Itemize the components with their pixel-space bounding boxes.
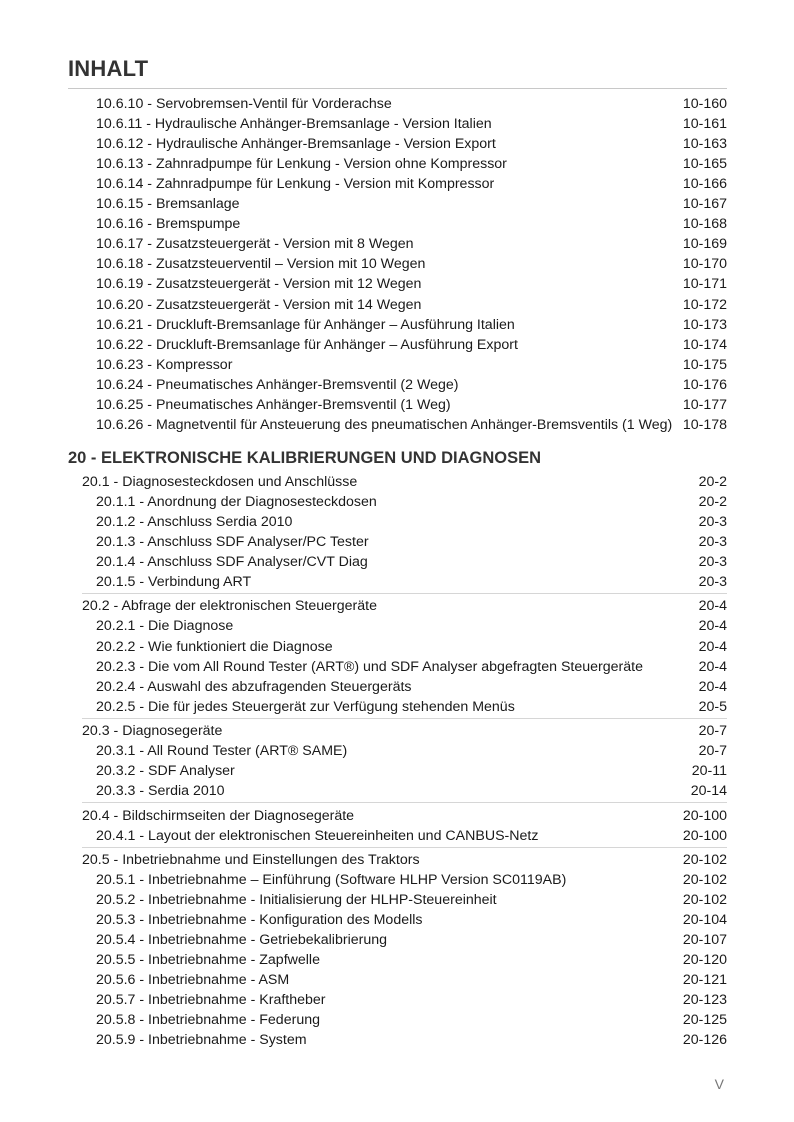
toc-entry-title: 10.6.21 - Druckluft-Bremsanlage für Anhänger – Ausführung Italien [96, 317, 515, 333]
section-divider [82, 802, 727, 803]
toc-entry-page: 10-163 [682, 136, 727, 152]
toc-entry[interactable] [96, 970, 727, 990]
toc-entry[interactable] [96, 194, 727, 214]
toc-entry-page: 20-2 [698, 494, 727, 510]
toc-entry-page: 10-160 [682, 96, 727, 112]
toc-entry-page: 10-167 [682, 196, 727, 212]
toc-entry[interactable] [96, 1010, 727, 1030]
toc-entry[interactable] [96, 741, 727, 761]
toc-entry-page: 20-121 [682, 972, 727, 988]
toc-entry-page: 20-4 [698, 598, 727, 614]
toc-entry[interactable] [96, 492, 727, 512]
toc-entry-title: 10.6.25 - Pneumatisches Anhänger-Bremsventil (1 Weg) [96, 397, 451, 413]
toc-entry[interactable] [96, 870, 727, 890]
toc-entry-page: 10-175 [682, 357, 727, 373]
toc-entry-title: 10.6.17 - Zusatzsteuergerät - Version mit 8 Wegen [96, 236, 414, 252]
toc-entry-page: 20-4 [698, 639, 727, 655]
toc-entry-page: 10-174 [682, 337, 727, 353]
toc-entry-page: 10-166 [682, 176, 727, 192]
toc-entry[interactable] [96, 637, 727, 657]
toc-section-entry[interactable] [82, 472, 727, 492]
toc-entry[interactable] [96, 214, 727, 234]
toc-entry-page: 10-165 [682, 156, 727, 172]
toc-entry-title: 10.6.24 - Pneumatisches Anhänger-Bremsventil (2 Wege) [96, 377, 459, 393]
toc-entry-page: 20-3 [698, 574, 727, 590]
toc-entry-page: 20-7 [698, 743, 727, 759]
toc-entry[interactable] [96, 355, 727, 375]
toc-entry-page: 20-107 [682, 932, 727, 948]
toc-entry-title: 20.1.1 - Anordnung der Diagnosesteckdosen [96, 494, 377, 510]
toc-entry-title: 10.6.12 - Hydraulische Anhänger-Bremsanlage - Version Export [96, 136, 496, 152]
toc-entry-title: 20.2.5 - Die für jedes Steuergerät zur Verfügung stehenden Menüs [96, 699, 515, 715]
toc-entry[interactable] [96, 274, 727, 294]
toc-entry[interactable] [96, 375, 727, 395]
toc-entry[interactable] [96, 910, 727, 930]
toc-entry-title: 20.5.7 - Inbetriebnahme - Kraftheber [96, 992, 326, 1008]
toc-section-entry[interactable] [82, 806, 727, 826]
toc-entry[interactable] [96, 1030, 727, 1050]
toc-entry[interactable] [96, 616, 727, 636]
toc-entry-title: 20.2.1 - Die Diagnose [96, 618, 234, 634]
toc-entry[interactable] [96, 94, 727, 114]
toc-entry[interactable] [96, 697, 727, 717]
page-number: V [714, 1076, 724, 1092]
toc-entry-title: 20.3 - Diagnosegeräte [82, 723, 223, 739]
toc-entry-title: 20.5.2 - Inbetriebnahme - Initialisierung der HLHP-Steuereinheit [96, 892, 497, 908]
toc-entry-title: 10.6.10 - Servobremsen-Ventil für Vorderachse [96, 96, 392, 112]
toc-entry[interactable] [96, 114, 727, 134]
toc-entry-title: 20.3.2 - SDF Analyser [96, 763, 235, 779]
toc-entry-title: 10.6.26 - Magnetventil für Ansteuerung des pneumatischen Anhänger-Bremsventils (1 Weg) [96, 417, 673, 433]
toc-entry[interactable] [96, 395, 727, 415]
toc-entry-title: 20.5.1 - Inbetriebnahme – Einführung (Software HLHP Version SC0119AB) [96, 872, 567, 888]
toc-entry-page: 20-126 [682, 1032, 727, 1048]
toc-entry[interactable] [96, 677, 727, 697]
toc-entry-title: 10.6.19 - Zusatzsteuergerät - Version mit 12 Wegen [96, 276, 422, 292]
toc-entry-page: 20-120 [682, 952, 727, 968]
toc-entry[interactable] [96, 295, 727, 315]
toc-entry-page: 20-104 [682, 912, 727, 928]
toc-entry-title: 20.2 - Abfrage der elektronischen Steuergeräte [82, 598, 377, 614]
toc-entry-page: 20-4 [698, 659, 727, 675]
toc-entry-page: 20-102 [682, 872, 727, 888]
toc-entry-page: 20-3 [698, 514, 727, 530]
toc-entry[interactable] [96, 335, 727, 355]
toc-entry[interactable] [96, 552, 727, 572]
toc-entry[interactable] [96, 930, 727, 950]
toc-section-entry[interactable] [82, 596, 727, 616]
toc-entry[interactable] [96, 415, 727, 435]
toc-entry-page: 20-102 [682, 852, 727, 868]
toc-entry-page: 20-100 [682, 828, 727, 844]
toc-entry-page: 20-14 [690, 783, 727, 799]
chapter-heading[interactable]: 20 - ELEKTRONISCHE KALIBRIERUNGEN UND DIAGNOSEN [68, 449, 542, 467]
toc-entry-title: 10.6.22 - Druckluft-Bremsanlage für Anhänger – Ausführung Export [96, 337, 518, 353]
toc-entry[interactable] [96, 234, 727, 254]
toc-entry-page: 10-177 [682, 397, 727, 413]
toc-entry-page: 20-123 [682, 992, 727, 1008]
toc-entry-title: 20.2.4 - Auswahl des abzufragenden Steuergeräts [96, 679, 412, 695]
toc-entry[interactable] [96, 254, 727, 274]
toc-entry[interactable] [96, 154, 727, 174]
toc-entry-page: 10-169 [682, 236, 727, 252]
toc-entry[interactable] [96, 174, 727, 194]
toc-entry-page: 20-2 [698, 474, 727, 490]
toc-entry[interactable] [96, 512, 727, 532]
toc-entry-title: 20.5.4 - Inbetriebnahme - Getriebekalibrierung [96, 932, 388, 948]
toc-entry[interactable] [96, 990, 727, 1010]
toc-entry-page: 10-173 [682, 317, 727, 333]
toc-entry-title: 20.5.3 - Inbetriebnahme - Konfiguration des Modells [96, 912, 423, 928]
toc-entry-title: 20.2.2 - Wie funktioniert die Diagnose [96, 639, 333, 655]
toc-entry-title: 10.6.14 - Zahnradpumpe für Lenkung - Version mit Kompressor [96, 176, 495, 192]
toc-entry-title: 20.1.3 - Anschluss SDF Analyser/PC Tester [96, 534, 369, 550]
toc-entry-title: 10.6.11 - Hydraulische Anhänger-Bremsanlage - Version Italien [96, 116, 492, 132]
toc-entry-title: 20.5.9 - Inbetriebnahme - System [96, 1032, 307, 1048]
toc-entry-page: 20-3 [698, 534, 727, 550]
toc-entry[interactable] [96, 532, 727, 552]
toc-entry[interactable] [96, 950, 727, 970]
toc-entry-page: 20-4 [698, 679, 727, 695]
toc-entry[interactable] [96, 781, 727, 801]
title-divider [68, 88, 727, 89]
toc-entry-page: 20-11 [691, 763, 727, 779]
toc-entry-title: 10.6.16 - Bremspumpe [96, 216, 241, 232]
toc-entry-title: 20.4 - Bildschirmseiten der Diagnosegeräte [82, 808, 355, 824]
toc-entry-title: 20.1.5 - Verbindung ART [96, 574, 252, 590]
toc-entry-page: 20-100 [682, 808, 727, 824]
toc-entry-title: 20.3.3 - Serdia 2010 [96, 783, 225, 799]
toc-entry-title: 20.5.6 - Inbetriebnahme - ASM [96, 972, 290, 988]
toc-entry-page: 10-170 [682, 256, 727, 272]
toc-entry-page: 20-7 [698, 723, 727, 739]
toc-entry-title: 20.5.5 - Inbetriebnahme - Zapfwelle [96, 952, 320, 968]
page-title: INHALT [68, 56, 149, 81]
section-divider [82, 718, 727, 719]
toc-entry-title: 10.6.15 - Bremsanlage [96, 196, 240, 212]
toc-entry-title: 20.3.1 - All Round Tester (ART® SAME) [96, 743, 348, 759]
toc-section-entry[interactable] [82, 721, 727, 741]
toc-entry-title: 10.6.13 - Zahnradpumpe für Lenkung - Version ohne Kompressor [96, 156, 507, 172]
toc-entry-page: 20-4 [698, 618, 727, 634]
toc-entry-page: 10-171 [682, 276, 727, 292]
toc-entry-page: 20-5 [698, 699, 727, 715]
toc-entry-title: 10.6.23 - Kompressor [96, 357, 233, 373]
toc-entry-title: 10.6.18 - Zusatzsteuerventil – Version mit 10 Wegen [96, 256, 426, 272]
toc-entry[interactable] [96, 315, 727, 335]
toc-entry-page: 10-168 [682, 216, 727, 232]
toc-entry-page: 10-176 [682, 377, 727, 393]
toc-entry-title: 20.5 - Inbetriebnahme und Einstellungen des Traktors [82, 852, 420, 868]
toc-entry-page: 20-102 [682, 892, 727, 908]
toc-entry[interactable] [96, 657, 727, 677]
toc-entry-title: 20.1 - Diagnosesteckdosen und Anschlüsse [82, 474, 358, 490]
toc-entry-page: 10-178 [682, 417, 727, 433]
toc-entry-page: 20-3 [698, 554, 727, 570]
toc-entry[interactable] [96, 890, 727, 910]
toc-entry-title: 20.4.1 - Layout der elektronischen Steuereinheiten und CANBUS-Netz [96, 828, 539, 844]
toc-entry-title: 20.1.2 - Anschluss Serdia 2010 [96, 514, 293, 530]
toc-entry-page: 20-125 [682, 1012, 727, 1028]
toc-entry[interactable] [96, 134, 727, 154]
toc-entry[interactable] [96, 826, 727, 846]
section-divider [82, 847, 727, 848]
toc-entry[interactable] [96, 572, 727, 592]
toc-section-entry[interactable] [82, 850, 727, 870]
toc-entry-title: 10.6.20 - Zusatzsteuergerät - Version mit 14 Wegen [96, 297, 422, 313]
toc-entry-title: 20.2.3 - Die vom All Round Tester (ART®) und SDF Analyser abgefragten Steuergeräte [96, 659, 643, 675]
toc-entry-title: 20.1.4 - Anschluss SDF Analyser/CVT Diag [96, 554, 368, 570]
toc-entry[interactable] [96, 761, 727, 781]
section-divider [82, 593, 727, 594]
toc-entry-page: 10-161 [682, 116, 727, 132]
toc-entry-title: 20.5.8 - Inbetriebnahme - Federung [96, 1012, 320, 1028]
toc-entry-page: 10-172 [682, 297, 727, 313]
